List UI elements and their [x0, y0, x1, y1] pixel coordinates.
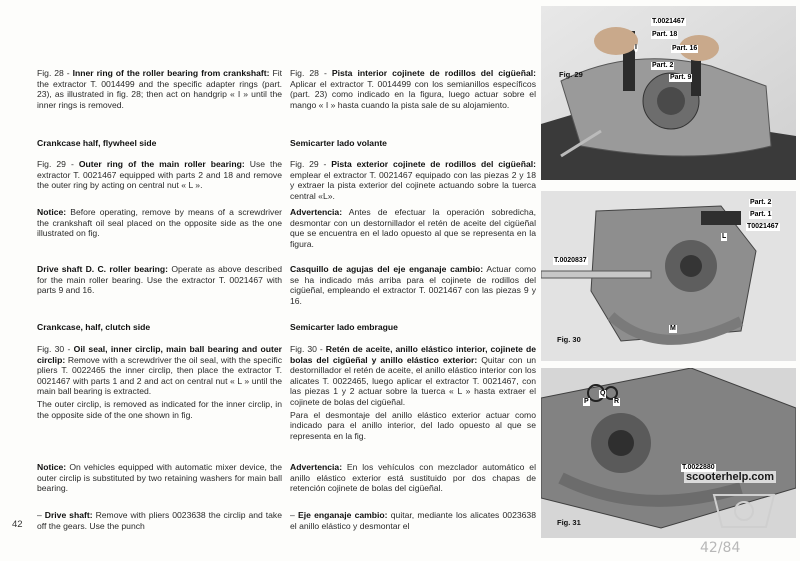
en-block-notice1 — [37, 207, 282, 241]
es-fig30-text: Quitar con un destornillador el retén de aceite, el anillo elástico interior con los alicates T. 0022465, luego aplicar el extractor T. 0021467, con las piezas 1 y 2 actuar sobre la tuerca « L » hasta extraer el cojinete de bolas del cigüeñal. — [290, 354, 536, 407]
en-fig29-title: Outer ring of the main roller bearing: — [78, 159, 245, 169]
en-block-fig30: Fig. 30 - Oil seal, inner circlip, main ball bearing and outer circlip: Remove with a screwdriver the oil seal, with the specific pliers T. 0022465 the inner circlip, then place the extractor T. 0021467 with parts 1 and 2 and act on central nut « L » until the main ball bearing is extracted. The outer circlip, is removed as indicated for the inner circlip, in the opposite side of the one shown in fig. — [37, 344, 282, 420]
es-advertencia2-title: Advertencia: — [290, 462, 343, 472]
fig29-callout-i: I — [635, 44, 637, 51]
es-advertencia1-title: Advertencia: — [290, 207, 343, 217]
page-number: 42 — [12, 519, 23, 530]
es-block-fig28: Fig. 28 - Pista interior cojinete de rodillos del cigüeñal: Aplicar el extractor T. 0014499 con los semianillos específicos (part. 23) como indicado en la figura, luego actuar sobre el mango « I » hasta cuando la pista sale de su alojamiento. — [290, 68, 536, 110]
es-casquillo-text: Actuar como se ha indicado más arriba para el cojinete de rodillos del cigüeñal, empleando el extractor T. 0021467 con las piezas 9 y 16. — [290, 264, 536, 306]
es-eje-text: quitar, mediante los alicates 0023638 el anillo elástico y desmontar el — [290, 510, 536, 531]
es-fig29-title: Pista exterior cojinete de rodillos del cigüeñal: — [331, 159, 536, 169]
es-fig28-ref: Fig. 28 — [290, 68, 319, 78]
fig29-callout-tool: T.0021467 — [652, 18, 685, 25]
es-heading-embrague: Semicarter lado embrague — [290, 322, 398, 332]
en-fig28-title: Inner ring of the roller bearing from crankshaft: — [72, 68, 270, 78]
es-block-advertencia1 — [290, 207, 536, 251]
watermark-site: scooterhelp.com — [686, 471, 775, 483]
es-block-fig29: Fig. 29 - Pista exterior cojinete de rodillos del cigüeñal: emplear el extractor T. 0021467 equipado con las piezas 2 y 18 y extraer la pista exterior del cojinete actuando sobre la tuerca central «L». — [290, 159, 536, 201]
fig30-callout-part1: Part. 1 — [750, 211, 772, 218]
es-casquillo-title: Casquillo de agujas del eje enganaje cambio: — [290, 264, 484, 274]
en-fig28-ref: Fig. 28 — [37, 68, 64, 78]
en-notice2-text: On vehicles equipped with automatic mixer device, the outer circlip is substituted by two retaining washers for main ball bearing. — [37, 462, 283, 494]
en-fig30-title: Oil seal, inner circlip, main ball bearing and outer circlip: — [37, 344, 282, 365]
fig30-callout-l: L — [722, 233, 727, 240]
en-dc-text: Operate as above described for the main roller bearing. Use the extractor T. 0021467 with parts 9 and 16. — [37, 264, 283, 296]
fig29-callout-part16: Part. 16 — [672, 45, 698, 52]
fig30-callout-m: M — [670, 325, 676, 332]
es-advertencia2-text: En los vehículos con mezclador automático el anillo elástico exterior está sustituido por dos chapas de retención cojinete de bolas del cigüeñal. — [290, 462, 536, 494]
en-block-driveshaft-dc — [37, 264, 282, 298]
en-fig29-text: Use the extractor T. 0021467 equipped with parts 2 and 18 and remove the outer ring by acting on central nut « L ». — [37, 159, 282, 191]
fig31-callout-r: R — [614, 398, 620, 405]
fig31-callout-p: P — [584, 398, 589, 405]
fig31-callout-tool: T.0022880 — [682, 464, 715, 471]
en-block-notice2 — [37, 462, 282, 496]
fig29-callout-part2: Part. 2 — [652, 62, 674, 69]
es-fig30-ref: Fig. 30 — [290, 344, 317, 354]
figure-30-photo — [541, 191, 796, 361]
en-driveshaft-text: Remove with pliers 0023638 the circlip and take off the gears. Use the punch — [37, 510, 283, 531]
es-heading-volante: Semicarter lado volante — [290, 138, 387, 148]
en-fig30-ref: Fig. 30 — [37, 344, 65, 354]
en-block-fig29: Fig. 29 - Outer ring of the main roller bearing: Use the extractor T. 0021467 equipped with parts 2 and 18 and remove the outer ring by acting on central nut « L ». — [37, 159, 282, 191]
figure-29-photo — [541, 6, 796, 180]
fig31-callout-q: Q — [600, 390, 606, 397]
en-block-fig28: Fig. 28 - Inner ring of the roller bearing from crankshaft: Fit the extractor T. 0014499 and the specific adapter rings (part. 23), as illustrated in fig. 28; then act on handgrip « I » until the inner rings is removed. — [37, 68, 282, 110]
en-block-driveshaft: – Drive shaft: Remove with pliers 0023638 the circlip and take off the gears. Use the punch — [37, 510, 283, 531]
en-driveshaft-title: Drive shaft: — [44, 510, 93, 520]
en-heading-clutch: Crankcase, half, clutch side — [37, 322, 151, 332]
en-fig28-text: Fit the extractor T. 0014499 and the specific adapter rings (part. 23), as illustrated in fig. 28; then act on handgrip « I » until the inner rings is removed. — [37, 68, 282, 110]
es-fig29-ref: Fig. 29 — [290, 159, 319, 169]
es-block-advertencia2 — [290, 462, 536, 496]
en-notice2-title: Notice: — [37, 462, 67, 472]
figure-30-label: Fig. 30 — [557, 335, 581, 344]
es-advertencia1-text: Antes de efectuar la operación sobredicha, desmontar con un destornillador el retén de aceite del cigüeñal que se encuentra en el lado opuesto al que se representa en la figura. — [290, 207, 536, 249]
en-fig29-ref: Fig. 29 — [37, 159, 66, 169]
es-fig28-title: Pista interior cojinete de rodillos del cigüeñal: — [331, 68, 536, 78]
fig30-callout-t0020837: T.0020837 — [554, 257, 587, 264]
figure-31-label: Fig. 31 — [557, 518, 581, 527]
es-block-eje: – Eje enganaje cambio: quitar, mediante los alicates 0023638 el anillo elástico y desmontar el — [290, 510, 536, 531]
en-notice1-title: Notice: — [37, 207, 67, 217]
fig30-callout-tool: T0021467 — [747, 223, 779, 230]
figure-29-label: Fig. 29 — [559, 70, 583, 79]
es-fig28-text: Aplicar el extractor T. 0014499 con los semianillos específicos (part. 23) como indicado en la figura, luego actuar sobre el mango « I » hasta cuando la pista sale de su alojamiento. — [290, 78, 536, 110]
figures-column — [541, 6, 796, 538]
fig29-callout-part18: Part. 18 — [652, 31, 678, 38]
es-fig29-text: emplear el extractor T. 0021467 equipado con las piezas 2 y 18 y extraer la pista exterior del cojinete actuando sobre la tuerca central «L». — [290, 169, 536, 201]
es-block-fig30: Fig. 30 - Retén de aceite, anillo elástico interior, cojinete de bolas del cigüeñal y anillo elástico exterior: Quitar con un destornillador el retén de aceite, el anillo elástico interior con los alicates T. 0022465, luego aplicar el extractor T. 0021467, con las piezas 1 y 2 actuar sobre la tuerca « L » hasta extraer el cojinete de bolas del cigüeñal. Para el desmontaje del anillo elástico exterior actuar como indicado para el anillo interior, del lado opuesto al que se representa en la fig. — [290, 344, 536, 441]
fig30-callout-part2: Part. 2 — [750, 199, 772, 206]
es-fig30-title: Retén de aceite, anillo elástico interior, cojinete de bolas del cigüeñal y anillo elástico exterior: — [290, 344, 536, 365]
es-fig30-text2: Para el desmontaje del anillo elástico exterior actuar como indicado para el anillo interior, del lado opuesto al que se representa en la fig. — [290, 409, 536, 441]
fig29-callout-part9: Part. 9 — [670, 74, 692, 81]
en-fig30-text2: The outer circlip, is removed as indicated for the inner circlip, in the opposite side of the one shown in fig. — [37, 398, 282, 420]
en-notice1-text: Before operating, remove by means of a screwdriver the crankshaft oil seal placed on the opposite side as the one illustrated on fig. — [37, 207, 282, 239]
en-fig30-text: Remove with a screwdriver the oil seal, with the specific pliers T. 0022465 the inner circlip, then place the extractor T. 0021467 with parts 1 and 2 and act on central nut « L » until the main ball bearing is extracted. — [37, 354, 282, 397]
page-counter: 42/84 — [700, 540, 741, 556]
watermark-logo-icon — [694, 487, 794, 533]
es-block-casquillo — [290, 264, 536, 308]
es-eje-title: Eje enganaje cambio: — [298, 510, 388, 520]
en-dc-title: Drive shaft D. C. roller bearing: — [37, 264, 169, 274]
en-heading-flywheel: Crankcase half, flywheel side — [37, 138, 157, 148]
